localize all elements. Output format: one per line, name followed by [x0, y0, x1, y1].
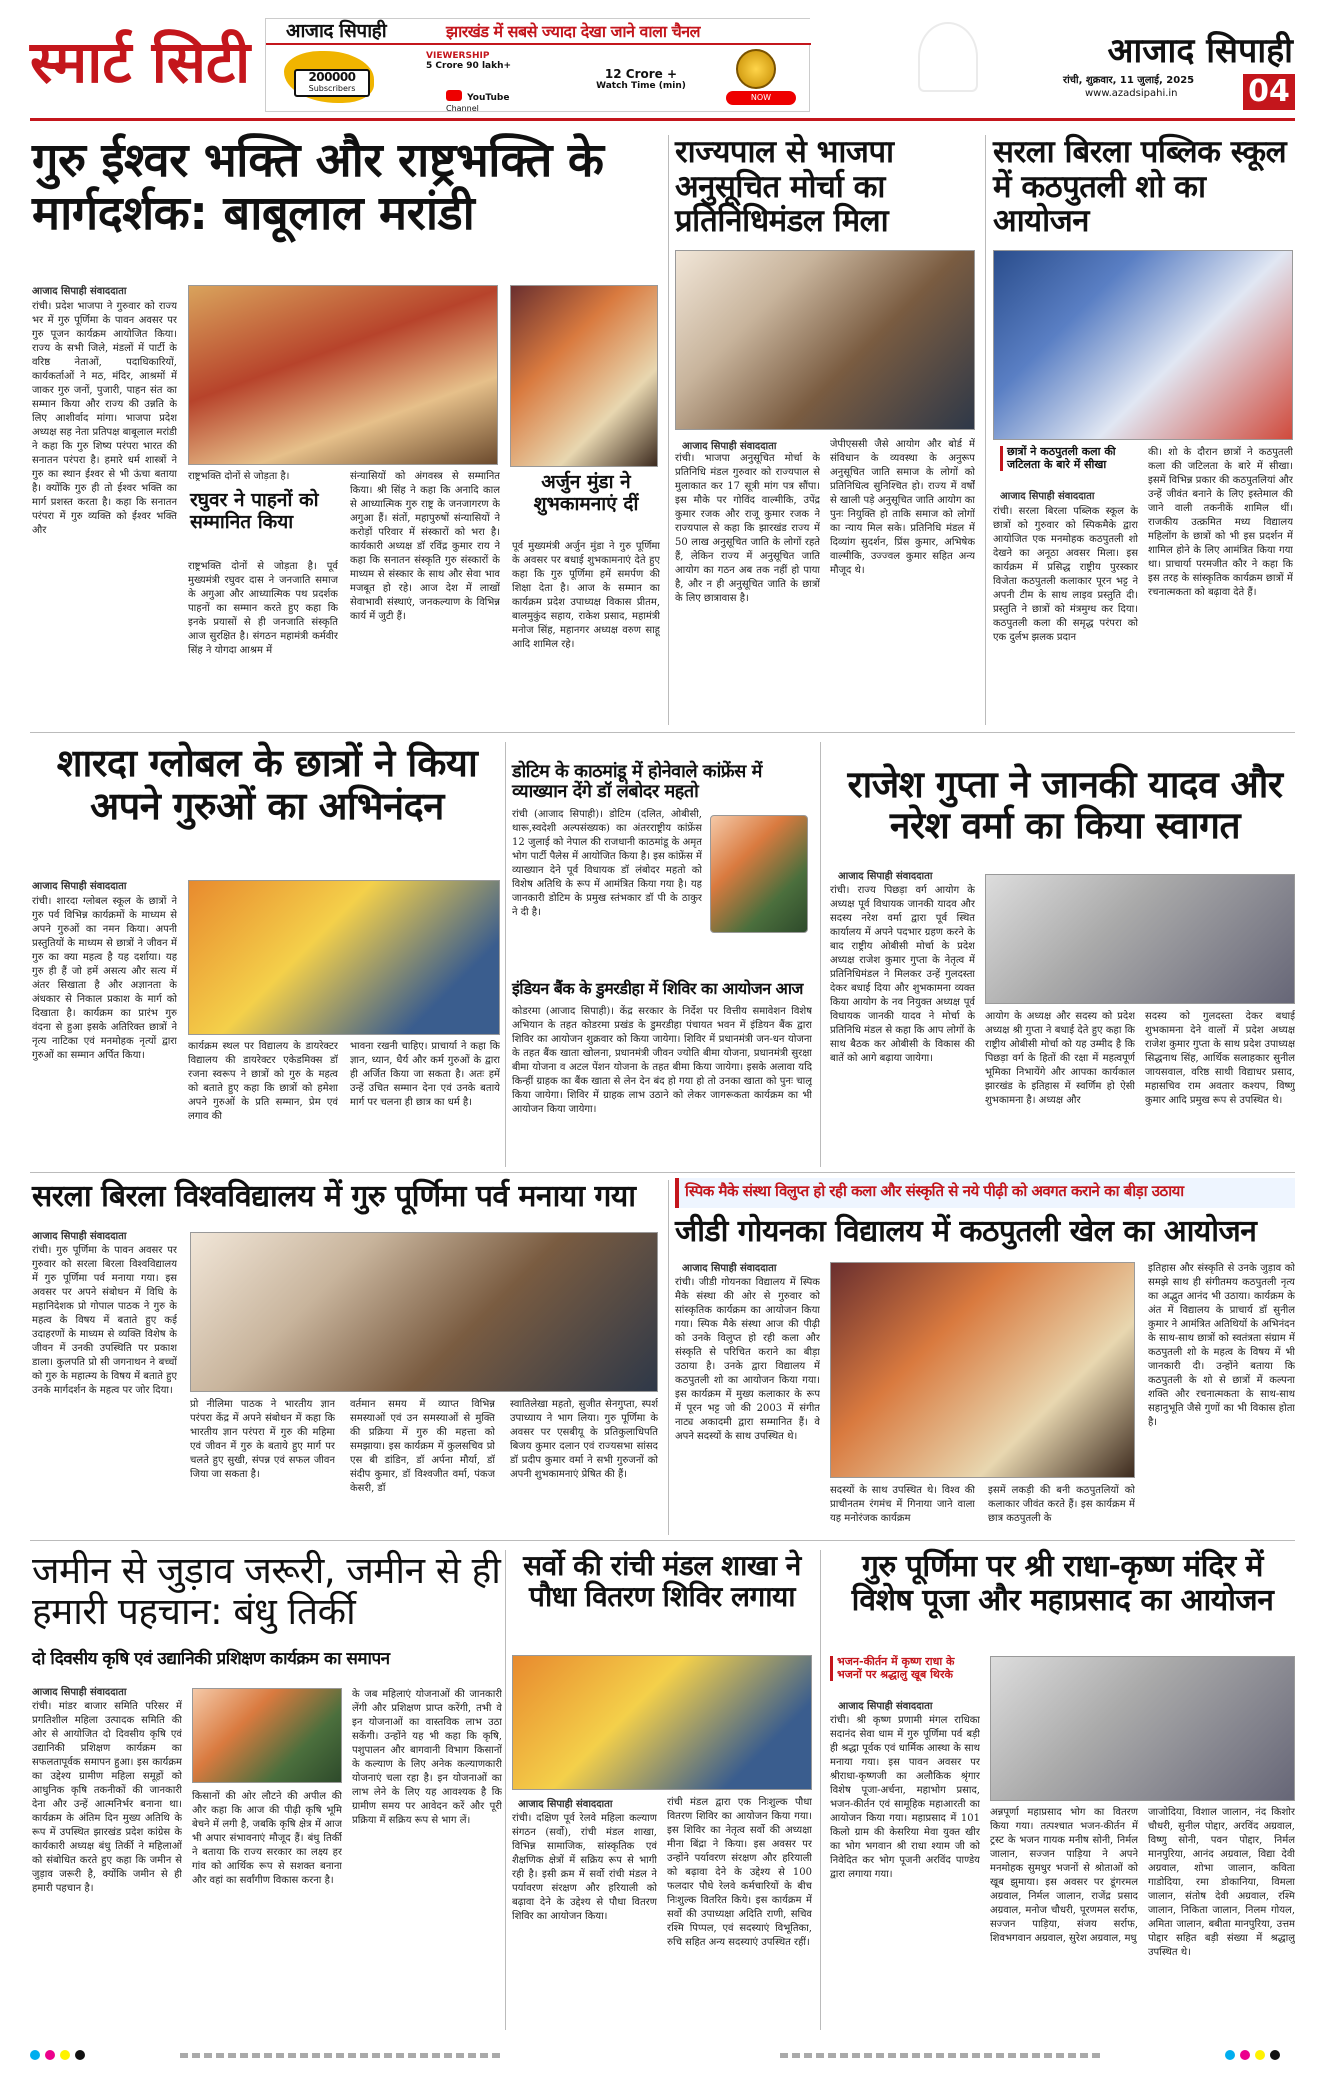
- cmyk-dot: [1240, 2050, 1250, 2060]
- body-s4-col2: कार्यक्रम स्थल पर विद्यालय के डायरेक्टर विद्यालय की डायरेक्टर एकेडमिक्स डॉ रजना स्वरूप ने छात्रों को गुरु के महत्व को बताते हुए कहा कि छात्रों को हमेशा अपने गुरुओं के प्रति सम्मान, प्रेम एवं लगाव की: [188, 1041, 338, 1122]
- photo-welcome-jankiyadav: [985, 874, 1295, 1004]
- body-s3-col1: रांची। सरला बिरला पब्लिक स्कूल के छात्रों को गुरुवार को स्पिकमैके द्वारा आयोजित एक मनमोहक कठपुतली शो देखने का अनूठा अवसर मिला। इस कार्यक्रम में प्रसिद्ध राष्ट्रीय पुरस्कार विजेता कठपुतली कलाकार पूरन भट्ट ने अपनी टीम के साथ लाइव प्रस्तुति दी। प्रस्तुति ने छात्रों को मंत्रमुग्ध कर दिया। कठपुतली कला की समृद्ध परंपरा को एक दुर्लभ झलक प्रदान: [993, 506, 1138, 643]
- headline-s3: सरला बिरला पब्लिक स्कूल में कठपुतली शो का आयोजन: [993, 134, 1287, 240]
- ad-header-bar: [266, 19, 811, 45]
- footer-bar-left: [180, 2053, 500, 2058]
- byline-s7: आजाद सिपाही संवाददाता: [838, 871, 933, 882]
- ad-youtube: YouTube: [467, 93, 510, 103]
- body-s1-col2a: राष्ट्रभक्ति दोनों से जोड़ता है।: [188, 471, 290, 482]
- body-s9-col3: इसमें लकड़ी की बनी कठपुतलियों को कलाकार जीवंत करते हैं। इस कार्यक्रम में छात्र कठपुतली के: [988, 1485, 1135, 1524]
- body-s5: रांची (आजाद सिपाही)। डोटिम (दलित, ओबीसी, थारू,स्वदेशी अल्पसंख्यक) का अंतरराष्ट्रीय कांफ्रेंस 12 जुलाई को नेपाल की राजधानी काठमांडू के अमृत भोग पार्टी पैलेस में आयोजित किया है। इस कांफ्रेंस में व्याख्यान देने पूर्व विधायक डॉ लंबोदर महतो को विशेष अतिथि के रूप में आमंत्रित किया गया है। यह जानकारी डोटिम के प्रमुख स्तंभकार डॉ पी के ठाकुर ने दी है।: [512, 809, 702, 918]
- body-s11-col1: रांची। दक्षिण पूर्व रेलवे महिला कल्याण संगठन (सर्वो), रांची मंडल शाखा, विभिन्न सामाजिक, सांस्कृतिक एवं शैक्षणिक क्षेत्रों में सक्रिय रूप से भागी रही है। इसी क्रम में सर्वो रांची मंडल ने पर्यावरण संरक्षण और हरियाली को बढ़ावा देने के उद्देश्य से पौधा वितरण शिविर का आयोजन किया।: [512, 1813, 657, 1922]
- headline-s10: जमीन से जुड़ाव जरूरी, जमीन से ही हमारी पहचान: बंधु तिर्की: [32, 1549, 501, 1634]
- body-s4-col3: भावना रखनी चाहिए। प्राचार्या ने कहा कि ज्ञान, ध्यान, धैर्य और कर्म गुरुओं के द्वारा ही अर्जित किया जा सकता है। अतः हमें उन्हें उचित सम्मान देना एवं उनके बताये मार्ग पर चलना ही छात्र का धर्म है।: [350, 1041, 500, 1108]
- caption-raghuvar: रघुवर ने पाहनों को सम्मानित किया: [190, 489, 319, 533]
- ad-now: NOW: [750, 93, 772, 102]
- byline-s12: आजाद सिपाही संवाददाता: [838, 1701, 933, 1712]
- body-s7-col3: सदस्य को गुलदस्ता देकर बधाई शुभकामना देने वालों में प्रदेश अध्यक्ष राजेश कुमार गुप्ता के साथ प्रदेश उपाध्यक्ष सिद्धनाथ सिंह, आर्थिक सलाहकार सुनील जायसवाल, वरिष्ठ साथी विद्याधर प्रसाद, महासचिव राम अवतार कश्यप, विष्णु कुमार आदि प्रमुख रूप से उपस्थित थे।: [1145, 1011, 1295, 1106]
- col-rule: [505, 1550, 506, 2030]
- ad-tagline: झारखंड में सबसे ज्यादा देखा जाने वाला चैनल: [446, 22, 701, 41]
- headline-s9: जीडी गोयनका विद्यालय में कठपुतली खेल का आयोजन: [675, 1214, 1257, 1249]
- body-s7-col1: रांची। राज्य पिछड़ा वर्ग आयोग के अध्यक्ष पूर्व विधायक जानकी यादव और सदस्य नरेश वर्मा द्वारा पूर्व स्थित कार्यालय में अपने पदभार ग्रहण करने के बाद राष्ट्रीय ओबीसी मोर्चा के प्रदेश अध्यक्ष राजेश कुमार गुप्ता के नेतृत्व में प्रतिनिधिमंडल ने मिलकर उन्हें गुलदस्ता देकर बधाई दिया और शुभकामना व्यक्त किया आयोग के नव नियुक्त अध्यक्ष पूर्व विधायक जानकी यादव ने मोर्चा के प्रतिनिधि मंडल से कहा कि आप लोगों के साथ बैठक कर ओबीसी के विकास की बातें को आगे बढ़ाया जायेगा।: [830, 885, 975, 1064]
- ad-brand: आजाद सिपाही: [286, 20, 387, 42]
- cmyk-dot: [30, 2050, 40, 2060]
- body-s10-col3: के जब महिलाएं योजनाओं की जानकारी लेंगी और प्रशिक्षण प्राप्त करेंगी, तभी वे इन योजनाओं का वास्तविक लाभ उठा सकेंगी। उन्होंने यह भी कहा कि कृषि, पशुपालन और बागवानी विभाग किसानों के कल्याण के लिए अनेक कल्याणकारी योजनाएं चला रहा है। इन योजनाओं का लाभ लेने के लिए यह आवश्यक है कि ग्रामीण समय पर आवेदन करें और पूरी प्रक्रिया में सक्रिय रूप से भाग लें।: [352, 1689, 502, 1826]
- body-s8-col1: रांची। गुरु पूर्णिमा के पावन अवसर पर गुरुवार को सरला बिरला विश्वविद्यालय में गुरु पूर्णिमा पर्व मनाया गया। इस अवसर पर अपने संबोधन में विधि के महानिदेशक प्रो गोपाल पाठक ने गुरु के महत्व के विषय में बताते हुए कई उदाहरणों के माध्यम से व्यक्ति विशेष के जीवन में उनकी उपस्थिति पर प्रकाश डाला। कुलपति प्रो सी जगनाथन ने बच्चों को गुरु के महात्म्य के विषय में बताते हुए उनके मार्गदर्शन के महत्व पर जोर दिया।: [32, 1245, 177, 1396]
- body-s9-col2: सदस्यों के साथ उपस्थित थे। विश्व की प्राचीनतम रंगमंच में गिनाया जाने वाला यह मनोरंजक कार्यक्रम: [830, 1485, 975, 1524]
- subscribe-button-art: [726, 91, 796, 105]
- ad-subscribers: 200000: [308, 70, 356, 84]
- byline-s8: आजाद सिपाही संवाददाता: [32, 1231, 127, 1242]
- headline-s5: डोटिम के काठमांडू में होनेवाले कांफ्रेंस में व्याख्यान देंगे डॉ लंबोदर महतो: [512, 761, 762, 803]
- row-rule: [30, 1540, 1295, 1541]
- body-s7-col2: आयोग के अध्यक्ष और सदस्य को प्रदेश अध्यक्ष श्री गुप्ता ने बधाई देते हुए कहा कि राष्ट्रीय ओबीसी मोर्चा को यह उम्मीद है कि पिछड़ा वर्ग के हितों की रक्षा में महत्वपूर्ण भूमिका निभायेंगे और आपका कार्यकाल झारखंड के इतिहास में स्वर्णिम हो ऐसी शुभकामना है। अध्यक्ष और: [985, 1011, 1135, 1106]
- byline-s1: आजाद सिपाही संवाददाता: [32, 286, 127, 297]
- row-rule: [30, 732, 1295, 733]
- body-s3-col2: की। शो के दौरान छात्रों ने कठपुतली कला की जटिलता के बारे में सीखा। इसमें विभिन्न प्रकार की कठपुतलियां और उन्हें जीवंत बनाने के लिए इस्तेमाल की जाने वाली तकनीकें शामिल थीं। राजकीय उत्क्रमित मध्य विद्यालय महिलोंग के छात्रों को भी इस प्रदर्शन में शामिल होने के लिए आमंत्रित किया गया था। प्राचार्या परमजीत कौर ने कहा कि इस तरह के सांस्कृतिक कार्यक्रम छात्रों में रचनात्मकता को बढ़ावा देते हैं।: [1148, 447, 1293, 598]
- ad-subscribers-label: Subscribers: [308, 84, 356, 94]
- body-s6: कोडरमा (आजाद सिपाही)। केंद्र सरकार के निर्देश पर वित्तीय समावेशन विशेष अभियान के तहत कोडरमा प्रखंड के डुमरडीहा पंचायत भवन में इंडियन बैंक द्वारा शिविर का आयोजन शुक्रवार को किया जायेगा। शिविर में प्रधानमंत्री जन-धन योजना के तहत बैंक खाता खोलना, प्रधानमंत्री जीवन ज्योति बीमा योजना, प्रधानमंत्री सुरक्षा बीमा योजना व अटल पेंशन योजना के तहत बीमा किया जायेगा। इसके अलावा यदि किन्हीं ग्राहक का बैंक खाता से लेन देन बंद हो गया हो तो उनका खाता को पुनः चालू किया जायेगा। शिविर में ग्राहक लाभ उठाने को लेकर जागरूकता कार्यक्रम का भी आयोजन किया जायेगा।: [512, 1006, 812, 1115]
- byline-s2: आजाद सिपाही संवाददाता: [682, 441, 777, 452]
- page-number: 04: [1243, 74, 1295, 110]
- body-s2-col2: जेपीएससी जैसे आयोग और बोर्ड में संविधान के व्यवस्था के अनुरूप अनुसूचित जाति समाज के लोगों को प्रतिनिधित्व सुनिश्चित हो। राज्य में वर्षों से खाली पड़े अनुसूचित जाति आयोग का पुनः नियुक्ति हो ताकि समाज को लोगों का न्याय मिल सके। प्रतिनिधि मंडल में दिव्यांग सुदर्शन, प्रिंस कुमार, अभिषेक वाल्मीकि, उज्ज्वल कुमार सहित अन्य मौजूद थे।: [830, 439, 975, 576]
- photo-puppet-show-school: [993, 250, 1293, 440]
- body-s10-col1: रांची। मांडर बाजार समिति परिसर में प्रगतिशील महिला उत्पादक समिति की ओर से आयोजित दो दिवसीय कृषि एवं उद्यानिकी प्रशिक्षण कार्यक्रम का सफलतापूर्वक समापन हुआ। इस कार्यक्रम का उद्देश्य ग्रामीण महिला समूहों को आधुनिक कृषि तकनीकों की जानकारी देना और उन्हें आत्मनिर्भर बनाना था। कार्यक्रम के अंतिम दिन मुख्य अतिथि के रूप में उपस्थित झारखंड प्रदेश कांग्रेस के कार्यकारी अध्यक्ष बंधु तिर्की ने महिलाओं को संबोधित करते हुए कहा कि जमीन से जुड़ाव जरूरी है, क्योंकि जमीन से ही हमारी पहचान है।: [32, 1701, 182, 1894]
- body-s2-col1: रांची। भाजपा अनुसूचित मोर्चा के प्रतिनिधि मंडल गुरुवार को राज्यपाल से मुलाकात कर 17 सूत्री मांग पत्र सौंपा। इस मौके पर गोविंद वाल्मीकि, उपेंद्र कुमार रजक और राजू कुमार रजक ने राज्यपाल से कहा कि झारखंड राज्य में 50 लाख अनुसूचित जाति के लोगों रहते हैं, लेकिन राज्य में अनुसूचित जाति आयोग का गठन अब तक नहीं हो पाया है, और न ही अनुसूचित जाति के छात्रों के लिए छात्रावास है।: [675, 453, 820, 604]
- ad-channel: Channel: [446, 104, 479, 113]
- dateline: रांची, शुक्रवार, 11 जुलाई, 2025: [1063, 75, 1195, 86]
- byline-s9: आजाद सिपाही संवाददाता: [682, 1263, 777, 1274]
- col-rule: [668, 1180, 669, 1535]
- award-badge: [736, 49, 776, 89]
- quote-s12: भजन-कीर्तन में कृष्ण राधा के भजनों पर श्रद्धालु खूब थिरके: [830, 1656, 980, 1681]
- cmyk-dot: [1255, 2050, 1265, 2060]
- headline-s12: गुरु पूर्णिमा पर श्री राधा-कृष्ण मंदिर में विशेष पूजा और महाप्रसाद का आयोजन: [851, 1549, 1274, 1618]
- caption-arjun-munda: अर्जुन मुंडा ने शुभकामनाएं दीं: [533, 471, 639, 515]
- cmyk-dot: [60, 2050, 70, 2060]
- ad-viewership-value: 5 Crore 90 lakh+: [426, 61, 512, 71]
- headline-s8: सरला बिरला विश्वविद्यालय में गुरु पूर्णिमा पर्व मनाया गया: [32, 1179, 636, 1214]
- photo-bandhu-tirkey: [192, 1688, 342, 1783]
- body-s9-col1: रांची। जीडी गोयनका विद्यालय में स्पिक मैके संस्था की ओर से गुरुवार को सांस्कृतिक कार्यक्रम का आयोजन किया गया। स्पिक मैके संस्था आज की पीढ़ी को उनके विलुप्त हो रही कला और संस्कृति से परिचित कराने का बीड़ा उठाया है। उनके द्वारा विद्यालय में कठपुतली शो का आयोजन किया गया। इस कार्यक्रम में मुख्य कलाकार के रूप में पूरन भट्ट जो की 2003 में संगीत नाट्य अकादमी द्वारा सम्मानित हैं। वे अपने सदस्यों के साथ उपस्थित थे।: [675, 1277, 820, 1442]
- col-rule: [820, 1550, 821, 2030]
- body-s1-col3: संन्यासियों को अंगवस्त्र से सम्मानित किया। श्री सिंह ने कहा कि अनादि काल से आध्यात्मिक गुरु राष्ट्र के जनजागरण के अगुआ हैं। संतों, महापुरुषों संन्यासियों ने करोड़ों परिवार में संस्कारों को भरा है। कार्यकारी अध्यक्ष डॉ रविंद्र कुमार राय ने कहा कि सनातन संस्कृति गुरु संस्कारों के माध्यम से संस्कार के साथ और सेवा भाव मजबूत हो रहे। आज देश में लाखों सेवाभावी संस्थाएं, जनकल्याण के विभिन्न कार्य में जुटी हैं।: [350, 471, 500, 622]
- cmyk-dot: [1270, 2050, 1280, 2060]
- headline-s6: इंडियन बैंक के डुमरडीहा में शिविर का आयोजन आज: [512, 979, 803, 998]
- photo-temple-pooja: [990, 1656, 1295, 1801]
- strap-s9: स्पिक मैके संस्था विलुप्त हो रही कला और संस्कृति से नये पीढ़ी को अवगत कराने का बीड़ा उठाया: [685, 1182, 1184, 1200]
- headline-s4: शारदा ग्लोबल के छात्रों ने किया अपने गुरुओं का अभिनंदन: [56, 741, 478, 828]
- photo-lambodar-mahto: [710, 815, 808, 933]
- photo-plant-distribution: [512, 1655, 812, 1790]
- byline-s3: आजाद सिपाही संवाददाता: [1000, 491, 1095, 502]
- channel-ad: [265, 18, 810, 112]
- body-s4-col1: रांची। शारदा ग्लोबल स्कूल के छात्रों ने गुरु पर्व विभिन्न कार्यक्रमों के माध्यम से अपने गुरुओं का नमन किया। अपनी प्रस्तुतियों के माध्यम से छात्रों ने जीवन में गुरु का क्या महत्व है यह दर्शाया। यह गुरु ही हैं जो हमें असत्य और सत्य में अंतर सिखाता है और अज्ञानता के अंधकार से निकाल प्रकाश के मार्ग को दिखाता है। कार्यक्रम का प्रारंभ गुरु वंदना से हुआ इसके अतिरिक्त छात्रों ने नृत्य नाटिका एवं मनमोहक नृत्यों द्वारा गुरुओं का सम्मान अर्पित किया।: [32, 896, 177, 1061]
- body-s8-col4: स्वातिलेखा महतो, सुजीत सेनगुप्ता, स्पर्श उपाध्याय ने भाग लिया। गुरु पूर्णिमा के अवसर पर एसबीयू के प्रतिकुलाधिपति बिजय कुमार दलान एवं राज्यसभा सांसद डॉ प्रदीप कुमार वर्मा ने सभी गुरुजनों को अपनी शुभकामनाएं प्रेषित की हैं।: [510, 1399, 658, 1480]
- subscribers-badge: [294, 69, 370, 97]
- registration-marks-left: [30, 2050, 85, 2060]
- col-rule: [985, 135, 986, 725]
- youtube-logo: [446, 85, 509, 113]
- col-rule: [820, 742, 821, 1167]
- photo-puppetry-performance: [830, 1262, 1135, 1478]
- registration-marks-right: [1225, 2050, 1280, 2060]
- masthead-rule: [30, 118, 1295, 121]
- col-rule: [505, 742, 506, 1167]
- viewership-block: [426, 51, 511, 71]
- body-s1-col1: रांची। प्रदेश भाजपा ने गुरुवार को राज्य भर में गुरु पूर्णिमा के पावन अवसर पर गुरु पूजन कार्यक्रम आयोजित किया। राज्य के सभी जिले, मंडलों में पार्टी के वरिष्ठ नेताओं, पदाधिकारियों, कार्यकर्ताओं ने मठ, मंदिर, आश्रमों में जाकर गुरु जनों, पुजारी, पाहन संत का सम्मान किया और राज्य की उन्नति के लिए आशीर्वाद मांगा। भाजपा प्रदेश अध्यक्ष सह नेता प्रतिपक्ष बाबूलाल मरांडी ने कहा कि गुरु शिष्य परंपरा भारत की सनातन परंपरा है। हमारे धर्म शास्त्रों ने गुरु का स्थान ईश्वर से भी ऊंचा बताया है। क्योंकि गुरु ही तो ईश्वर भक्ति का मार्ग प्रशस्त करता है। कहा कि सनातन परंपरा में गुरु व्यक्ति को ईश्वर भक्ति और: [32, 301, 177, 536]
- body-s9-col4: इतिहास और संस्कृति से उनके जुड़ाव को समझे साथ ही संगीतमय कठपुतली नृत्य का अद्भुत आनंद भी उठाया। कार्यक्रम के अंत में विद्यालय के प्राचार्य डॉ सुनील कुमार ने आमंत्रित अतिथियों के अभिनंदन के साथ-साथ छात्रों को स्वतंत्रता संग्राम में कठपुतली शो के महत्व के विषय में भी जानकारी दी। उन्होंने बताया कि कठपुतली के शो से छात्रों में कल्पना शक्ति और रचनात्मकता के साथ-साथ सहानुभूति जैसे गुणों का भी विकास होता है।: [1148, 1263, 1295, 1428]
- pen-nib-icon: [918, 22, 978, 92]
- body-s11-col2: रांची मंडल द्वारा एक निःशुल्क पौधा वितरण शिविर का आयोजन किया गया। इस शिविर का नेतृत्व सर्वो की अध्यक्षा मीना बिंद्रा ने किया। इस अवसर पर उन्होंने पर्यावरण संरक्षण और हरियाली को बढ़ावा देने के उद्देश्य से 100 फलदार पौधे रेलवे कर्मचारियों के बीच निःशुल्क वितरित किये। इस कार्यक्रम में सर्वो की उपाध्यक्षा अदिति राणी, सचिव रश्मि पिप्पल, एवं सदस्याएं विभूतिका, रुचि सहित अन्य सदस्याएं उपस्थित रहीं।: [667, 1797, 812, 1948]
- photo-university-event: [190, 1232, 658, 1392]
- ad-watch-time: 12 Crore +: [604, 67, 678, 81]
- photo-guru-purnima-stage: [188, 880, 500, 1035]
- body-s8-col3: वर्तमान समय में व्याप्त विभिन्न समस्याओं एवं उन समस्याओं से मुक्ति की प्रक्रिया में गुरु की महत्ता को समझाया। इस कार्यक्रम में कुलसचिव प्रो एस बी डांडिन, डॉ अर्पना मौर्या, डॉ संदीप कुमार, डॉ विश्वजीत वर्मा, पंकज केसरी, डॉ: [350, 1399, 495, 1494]
- photo-caption-s3: छात्रों ने कठपुतली कला की जटिलता के बारे में सीखा: [1000, 446, 1120, 471]
- headline-s7: राजेश गुप्ता ने जानकी यादव और नरेश वर्मा का किया स्वागत: [847, 763, 1283, 848]
- ad-watch-time-label: Watch Time (min): [596, 81, 686, 91]
- body-s12-col2: अन्नपूर्णा महाप्रसाद भोग का वितरण किया गया। तत्पश्चात भजन-कीर्तन में ट्रस्ट के भजन गायक मनीष सोनी, निर्मल जालान, सज्जन पाड़िया ने अपने मनमोहक सुमधुर भजनों से श्रोताओं को खूब झुमाया। इस अवसर पर डूंगरमल अग्रवाल, निर्मल जालान, राजेंद्र प्रसाद अग्रवाल, मनोज चौधरी, पूरणमल सर्राफ, सज्जन पाड़िया, संजय सर्राफ, शिवभगवान अग्रवाल, सुरेश अग्रवाल, मधु: [990, 1807, 1138, 1944]
- body-s1b: पूर्व मुख्यमंत्री अर्जुन मुंडा ने गुरु पूर्णिमा के अवसर पर बधाई शुभकामनाएं देते हुए कहा कि गुरु पूर्णिमा हमें समर्पण की शिक्षा देता है। आज के सम्मान का कार्यक्रम प्रदेश उपाध्यक्ष विकास प्रीतम, बालमुकुंद सहाय, राकेश प्रसाद, महामंत्री मनोज सिंह, महानगर अध्यक्ष वरुण साहू आदि शामिल रहे।: [512, 541, 660, 650]
- byline-s4: आजाद सिपाही संवाददाता: [32, 881, 127, 892]
- cmyk-dot: [1225, 2050, 1235, 2060]
- body-s1-col2: राष्ट्रभक्ति दोनों से जोड़ता है। पूर्व मुख्यमंत्री रघुवर दास ने जनजाति समाज के अगुआ और आध्यात्मिक पथ प्रदर्शक पाहनों का सम्मान करते हुए कहा कि इनके प्रयासों से ही जनजाति संस्कृति आज सुरक्षित है। संगठन महामंत्री कर्मवीर सिंह ने योगदा आश्रम में: [188, 561, 338, 656]
- body-s8-col2: प्रो नीलिमा पाठक ने भारतीय ज्ञान परंपरा केंद्र में अपने संबोधन में कहा कि भारतीय ज्ञान परंपरा में गुरु की महिमा एवं जीवन में गुरु के बताये हुए मार्ग पर चलते हुए सुखी, संपन्न एवं सफल जीवन जिया जा सकता है।: [190, 1399, 335, 1480]
- body-s12-col3: जाजोदिया, विशाल जालान, नंद किशोर चौधरी, सुनील पोद्दार, अरविंद अग्रवाल, विष्णु सोनी, पवन पोद्दार, निर्मल मानपुरिया, आनंद अग्रवाल, विद्या देवी अग्रवाल, शोभा जालान, कविता गाडोदिया, रमा डोकानिया, विमला जालान, संतोष देवी अग्रवाल, रश्मि जालान, निकिता जालान, निलम गोयल, अमिता जालान, बबीता मानपुरिया, उत्तम पोद्दार सहित बड़ी संख्या में श्रद्धालु उपस्थित थे।: [1148, 1807, 1295, 1958]
- section-title: स्मार्ट सिटी: [30, 28, 251, 96]
- website: www.azadsipahi.in: [1085, 88, 1178, 99]
- ad-viewership: VIEWERSHIP: [426, 51, 490, 61]
- headline-s11: सर्वो की रांची मंडल शाखा ने पौधा वितरण शिविर लगाया: [523, 1549, 801, 1614]
- body-s12-col1: रांची। श्री कृष्ण प्रणामी मंगल राधिका सदानंद सेवा धाम में गुरु पूर्णिमा पर्व बड़ी ही श्रद्धा पूर्वक एवं धार्मिक आस्था के साथ मनाया गया। इस पावन अवसर पर श्रीराधा-कृष्णजी का अलौकिक श्रृंगार विशेष पूजा-अर्चना, महाभोग प्रसाद, भजन-कीर्तन एवं सामूहिक महाआरती का आयोजन किया गया। महाप्रसाद में 101 किलो ग्राम की केसरिया मेवा युक्त खीर का भोग भगवान श्री राधा श्याम जी को निवेदित कर भोग पूजनी अरविंद पाण्डेय द्वारा लगाया गया।: [830, 1715, 980, 1880]
- photo-arjun-munda: [510, 285, 658, 467]
- paper-name: आजाद सिपाही: [1107, 31, 1293, 71]
- headline-s2: राज्यपाल से भाजपा अनुसूचित मोर्चा का प्रतिनिधिमंडल मिला: [675, 134, 894, 240]
- watch-time-block: [586, 67, 696, 91]
- masthead: [0, 0, 1325, 118]
- body-s10-col2: किसानों की ओर लौटने की अपील की और कहा कि आज की पीढ़ी कृषि भूमि बेचने में लगी है, जबकि कृषि क्षेत्र में आज भी अपार संभावनाएं मौजूद हैं। बंधु तिर्की ने बताया कि राज्य सरकार का लक्ष्य हर गांव को आर्थिक रूप से सशक्त बनाना और वहां का सर्वांगीण विकास करना है।: [192, 1791, 342, 1886]
- footer-bar-right: [780, 2053, 1100, 2058]
- strap-s10: दो दिवसीय कृषि एवं उद्यानिकी प्रशिक्षण कार्यक्रम का समापन: [32, 1649, 390, 1669]
- row-rule: [30, 1172, 1295, 1173]
- col-rule: [668, 135, 669, 725]
- strap-s9-bar: [675, 1178, 1295, 1208]
- cmyk-dot: [75, 2050, 85, 2060]
- headline-s1: गुरु ईश्वर भक्ति और राष्ट्रभक्ति के मार्गदर्शक: बाबूलाल मरांडी: [32, 133, 604, 241]
- cmyk-dot: [45, 2050, 55, 2060]
- photo-leaders-greeting: [188, 285, 498, 465]
- byline-s11: आजाद सिपाही संवाददाता: [518, 1799, 613, 1810]
- photo-governor-meeting: [675, 250, 975, 430]
- youtube-icon: [446, 90, 462, 101]
- byline-s10: आजाद सिपाही संवाददाता: [32, 1687, 127, 1698]
